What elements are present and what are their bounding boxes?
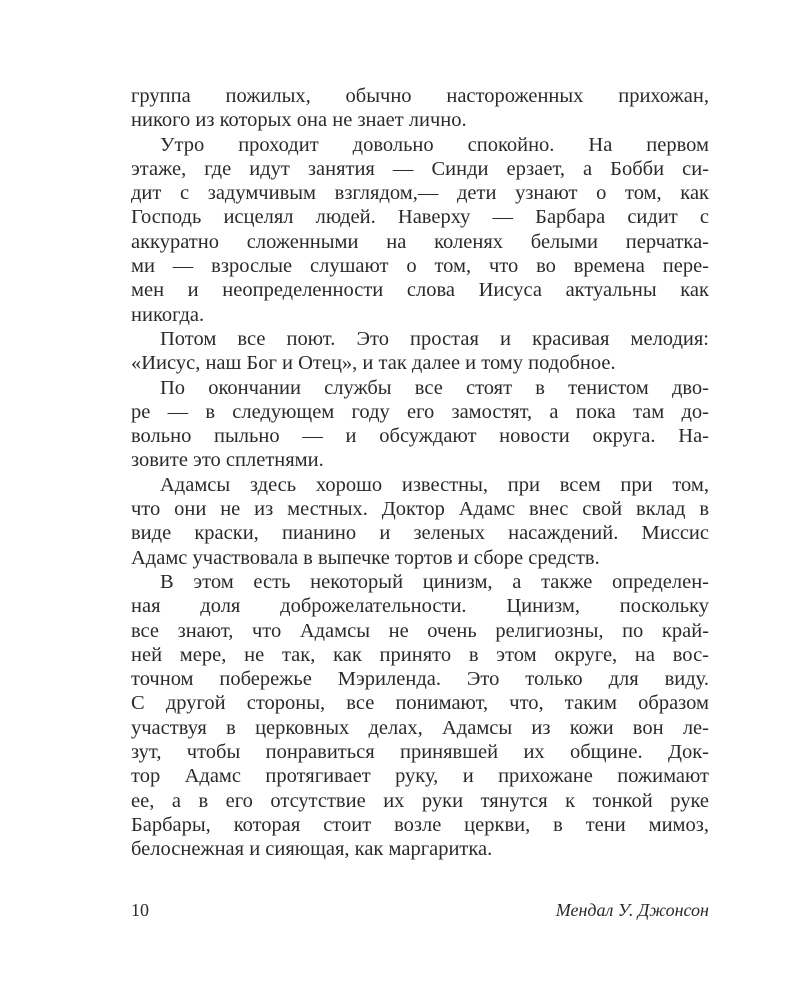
text-line: вольно пыльно — и обсуждают новости округа. На- [131,425,709,448]
text-line: Утро проходит довольно спокойно. На первом [160,133,709,156]
text-line: «Иисус, наш Бог и Отец», и так далее и тому подобное. [131,352,616,375]
text-line: что они не из местных. Доктор Адамс внес свой вклад в [131,498,709,521]
text-line: По окончании службы все стоят в тенистом дво- [160,376,709,399]
text-line: тор Адамс протягивает руку, и прихожане пожимают [131,765,709,788]
text-line: этаже, где идут занятия — Синди ерзает, а Бобби си- [131,157,709,180]
text-line: ре — в следующем году его замостят, а пока там до- [131,400,709,423]
text-line: зут, чтобы понравиться принявшей их общине. Док- [131,741,709,764]
text-line: зовите это сплетнями. [131,449,324,472]
text-line: Адамс участвовала в выпечке тортов и сборе средств. [131,546,600,569]
text-line: мен и неопределенности слова Иисуса актуальны как [131,279,709,302]
text-line: ее, а в его отсутствие их руки тянутся к тонкой руке [131,789,709,812]
text-line: аккуратно сложенными на коленях белыми перчатка- [131,230,709,253]
text-line: ная доля доброжелательности. Цинизм, поскольку [131,595,709,618]
body-text [131,84,709,862]
text-line: никого из которых она не знает лично. [131,109,467,132]
text-line: точном побережье Мэриленда. Это только для виду. [131,668,709,691]
text-line: белоснежная и сияющая, как маргаритка. [131,838,493,861]
text-line: никогда. [131,303,205,326]
text-line: группа пожилых, обычно настороженных прихожан, [131,85,709,107]
text-line: участвуя в церковных делах, Адамсы из кожи вон ле- [131,716,709,739]
text-line: С другой стороны, все понимают, что, таким образом [131,692,709,715]
text-line: виде краски, пианино и зеленых насаждений. Миссис [131,522,709,545]
running-author: Мендал У. Джонсон [555,900,709,920]
text-line: Господь исцелял людей. Наверху — Барбара сидит с [131,206,709,229]
text-line: ми — взрослые слушают о том, что во времена пере- [131,255,709,278]
text-line: все знают, что Адамсы не очень религиозны, по край- [131,619,709,642]
text-line: дит с задумчивым взглядом,— дети узнают о том, как [131,182,709,205]
text-line: Адамсы здесь хорошо известны, при всем при том, [160,473,709,496]
text-line: Барбары, которая стоит возле церкви, в тени мимоз, [131,813,709,836]
page-number: 10 [131,900,149,920]
text-line: ней мере, не так, как принято в этом округе, на вос- [131,643,709,666]
text-line: В этом есть некоторый цинизм, а также определен- [160,570,709,593]
text-line: Потом все поют. Это простая и красивая мелодия: [160,327,709,350]
